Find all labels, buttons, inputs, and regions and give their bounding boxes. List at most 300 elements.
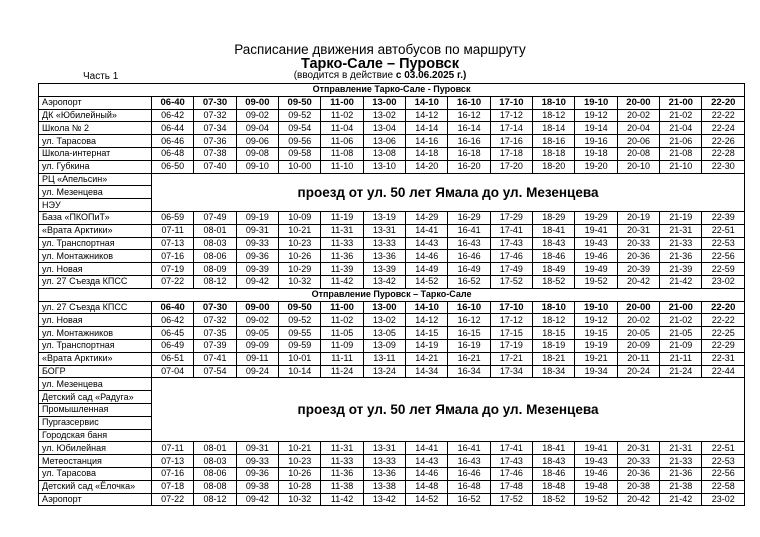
departure-time-cell: 13-05 — [363, 327, 405, 340]
departure-time-cell: 18-52 — [533, 493, 575, 506]
departure-time-cell: 19-10 — [575, 301, 617, 314]
departure-time-cell: 18-12 — [533, 109, 575, 122]
departure-time-cell: 11-04 — [321, 122, 363, 135]
departure-time-cell: 18-46 — [533, 467, 575, 480]
departure-time-cell: 14-19 — [406, 339, 448, 352]
table-row — [39, 96, 745, 109]
departure-time-cell: 19-10 — [575, 96, 617, 109]
direction-header-row — [39, 288, 745, 301]
departure-time-cell: 18-48 — [533, 480, 575, 493]
departure-time-cell: 14-12 — [406, 109, 448, 122]
departure-time-cell: 11-39 — [321, 263, 363, 276]
departure-time-cell: 19-14 — [575, 122, 617, 135]
departure-time-cell: 09-55 — [279, 327, 321, 340]
departure-time-cell: 11-33 — [321, 237, 363, 250]
departure-time-cell: 09-00 — [236, 301, 278, 314]
departure-time-cell: 08-03 — [194, 455, 236, 468]
departure-time-cell: 09-36 — [236, 250, 278, 263]
departure-time-cell: 17-20 — [490, 160, 532, 173]
departure-time-cell: 13-02 — [363, 314, 405, 327]
departure-time-cell: 20-10 — [617, 160, 659, 173]
stop-name-cell: ул. Транспортная — [39, 237, 152, 250]
departure-time-cell: 16-20 — [448, 160, 490, 173]
departure-time-cell: 07-40 — [194, 160, 236, 173]
departure-time-cell: 20-19 — [617, 211, 659, 224]
departure-time-cell: 09-33 — [236, 237, 278, 250]
departure-time-cell: 21-00 — [660, 96, 702, 109]
stop-name-cell: ул. Юбилейная — [39, 442, 152, 455]
table-row — [39, 480, 745, 493]
departure-time-cell: 07-22 — [152, 275, 194, 288]
stop-name-cell: НЭУ — [39, 199, 152, 212]
departure-time-cell: 21-02 — [660, 314, 702, 327]
departure-time-cell: 18-12 — [533, 314, 575, 327]
stop-name-cell: ул. Мезенцева — [39, 186, 152, 199]
departure-time-cell: 19-12 — [575, 109, 617, 122]
departure-time-cell: 16-14 — [448, 122, 490, 135]
departure-time-cell: 16-48 — [448, 480, 490, 493]
departure-time-cell: 18-46 — [533, 250, 575, 263]
departure-time-cell: 17-49 — [490, 263, 532, 276]
departure-time-cell: 13-11 — [363, 352, 405, 365]
departure-time-cell: 08-12 — [194, 275, 236, 288]
departure-time-cell: 11-42 — [321, 275, 363, 288]
table-row — [39, 160, 745, 173]
departure-time-cell: 16-21 — [448, 352, 490, 365]
stop-name-cell: Школа № 2 — [39, 122, 152, 135]
stop-name-cell: ул. Тарасова — [39, 467, 152, 480]
departure-time-cell: 14-41 — [406, 224, 448, 237]
stop-name-cell: «Врата Арктики» — [39, 352, 152, 365]
departure-time-cell: 06-50 — [152, 160, 194, 173]
departure-time-cell: 20-31 — [617, 224, 659, 237]
departure-time-cell: 16-41 — [448, 442, 490, 455]
departure-time-cell: 10-26 — [279, 467, 321, 480]
departure-time-cell: 17-46 — [490, 467, 532, 480]
departure-time-cell: 14-52 — [406, 493, 448, 506]
departure-time-cell: 09-00 — [236, 96, 278, 109]
departure-time-cell: 07-49 — [194, 211, 236, 224]
direction-title: Отправление Пуровск – Тарко-Сале — [39, 288, 745, 301]
departure-time-cell: 06-44 — [152, 122, 194, 135]
table-row — [39, 263, 745, 276]
departure-time-cell: 18-41 — [533, 442, 575, 455]
departure-time-cell: 21-36 — [660, 250, 702, 263]
departure-time-cell: 16-18 — [448, 147, 490, 160]
departure-time-cell: 18-43 — [533, 455, 575, 468]
departure-time-cell: 11-19 — [321, 211, 363, 224]
departure-time-cell: 16-41 — [448, 224, 490, 237]
departure-time-cell: 09-33 — [236, 455, 278, 468]
departure-time-cell: 22-29 — [702, 339, 745, 352]
departure-time-cell: 13-19 — [363, 211, 405, 224]
departure-time-cell: 17-19 — [490, 339, 532, 352]
departure-time-cell: 21-42 — [660, 275, 702, 288]
stop-name-cell: ул. 27 Съезда КПСС — [39, 275, 152, 288]
departure-time-cell: 08-09 — [194, 263, 236, 276]
departure-time-cell: 22-53 — [702, 455, 745, 468]
departure-time-cell: 11-36 — [321, 467, 363, 480]
departure-time-cell: 11-38 — [321, 480, 363, 493]
stop-name-cell: ул. Монтажников — [39, 327, 152, 340]
departure-time-cell: 19-48 — [575, 480, 617, 493]
departure-time-cell: 10-29 — [279, 263, 321, 276]
departure-time-cell: 21-31 — [660, 442, 702, 455]
departure-time-cell: 08-06 — [194, 250, 236, 263]
departure-time-cell: 09-36 — [236, 467, 278, 480]
stop-name-cell: ул. Монтажников — [39, 250, 152, 263]
departure-time-cell: 22-56 — [702, 467, 745, 480]
departure-time-cell: 16-49 — [448, 263, 490, 276]
bypass-row — [39, 378, 745, 391]
departure-time-cell: 21-10 — [660, 160, 702, 173]
departure-time-cell: 19-52 — [575, 493, 617, 506]
departure-time-cell: 13-24 — [363, 365, 405, 378]
departure-time-cell: 20-02 — [617, 109, 659, 122]
departure-time-cell: 22-24 — [702, 122, 745, 135]
departure-time-cell: 08-06 — [194, 467, 236, 480]
bypass-row — [39, 173, 745, 186]
departure-time-cell: 16-52 — [448, 275, 490, 288]
departure-time-cell: 11-00 — [321, 96, 363, 109]
departure-time-cell: 18-21 — [533, 352, 575, 365]
departure-time-cell: 09-56 — [279, 135, 321, 148]
departure-time-cell: 10-28 — [279, 480, 321, 493]
departure-time-cell: 16-43 — [448, 237, 490, 250]
departure-time-cell: 18-29 — [533, 211, 575, 224]
departure-time-cell: 18-16 — [533, 135, 575, 148]
departure-time-cell: 09-10 — [236, 160, 278, 173]
departure-time-cell: 09-42 — [236, 275, 278, 288]
departure-time-cell: 14-52 — [406, 275, 448, 288]
table-row — [39, 250, 745, 263]
departure-time-cell: 17-43 — [490, 237, 532, 250]
departure-time-cell: 18-43 — [533, 237, 575, 250]
departure-time-cell: 22-22 — [702, 314, 745, 327]
departure-time-cell: 09-50 — [279, 96, 321, 109]
departure-time-cell: 06-40 — [152, 96, 194, 109]
departure-time-cell: 20-36 — [617, 467, 659, 480]
stop-name-cell: Детский сад «Ёлочка» — [39, 480, 152, 493]
departure-time-cell: 22-28 — [702, 147, 745, 160]
departure-time-cell: 22-22 — [702, 109, 745, 122]
departure-time-cell: 14-49 — [406, 263, 448, 276]
departure-time-cell: 07-54 — [194, 365, 236, 378]
departure-time-cell: 22-26 — [702, 135, 745, 148]
departure-time-cell: 20-39 — [617, 263, 659, 276]
departure-time-cell: 18-34 — [533, 365, 575, 378]
stop-name-cell: ул. Губкина — [39, 160, 152, 173]
departure-time-cell: 22-59 — [702, 263, 745, 276]
departure-time-cell: 08-08 — [194, 480, 236, 493]
departure-time-cell: 10-23 — [279, 455, 321, 468]
departure-time-cell: 13-10 — [363, 160, 405, 173]
departure-time-cell: 09-52 — [279, 314, 321, 327]
stop-name-cell: ул. Транспортная — [39, 339, 152, 352]
departure-time-cell: 10-26 — [279, 250, 321, 263]
departure-time-cell: 17-12 — [490, 109, 532, 122]
departure-time-cell: 07-30 — [194, 96, 236, 109]
table-row — [39, 237, 745, 250]
departure-time-cell: 17-18 — [490, 147, 532, 160]
departure-time-cell: 06-45 — [152, 327, 194, 340]
departure-time-cell: 22-58 — [702, 480, 745, 493]
departure-time-cell: 21-19 — [660, 211, 702, 224]
departure-time-cell: 17-41 — [490, 442, 532, 455]
departure-time-cell: 20-42 — [617, 493, 659, 506]
departure-time-cell: 20-00 — [617, 96, 659, 109]
stop-name-cell: Аэропорт — [39, 493, 152, 506]
departure-time-cell: 08-12 — [194, 493, 236, 506]
table-row — [39, 122, 745, 135]
departure-time-cell: 06-51 — [152, 352, 194, 365]
departure-time-cell: 07-04 — [152, 365, 194, 378]
departure-time-cell: 09-02 — [236, 109, 278, 122]
table-row — [39, 314, 745, 327]
table-row — [39, 365, 745, 378]
table-row — [39, 493, 745, 506]
departure-time-cell: 13-36 — [363, 250, 405, 263]
departure-time-cell: 18-18 — [533, 147, 575, 160]
departure-time-cell: 06-49 — [152, 339, 194, 352]
stop-name-cell: База «ПКОПиТ» — [39, 211, 152, 224]
departure-time-cell: 13-00 — [363, 96, 405, 109]
table-row — [39, 327, 745, 340]
departure-time-cell: 13-00 — [363, 301, 405, 314]
departure-time-cell: 09-11 — [236, 352, 278, 365]
departure-time-cell: 07-16 — [152, 467, 194, 480]
departure-time-cell: 11-42 — [321, 493, 363, 506]
departure-time-cell: 07-39 — [194, 339, 236, 352]
departure-time-cell: 16-16 — [448, 135, 490, 148]
stop-name-cell: ул. Новая — [39, 263, 152, 276]
table-row — [39, 147, 745, 160]
departure-time-cell: 09-52 — [279, 109, 321, 122]
departure-time-cell: 09-42 — [236, 493, 278, 506]
departure-time-cell: 07-32 — [194, 314, 236, 327]
departure-time-cell: 21-39 — [660, 263, 702, 276]
departure-time-cell: 13-02 — [363, 109, 405, 122]
departure-time-cell: 20-05 — [617, 327, 659, 340]
departure-time-cell: 20-42 — [617, 275, 659, 288]
departure-time-cell: 17-29 — [490, 211, 532, 224]
departure-time-cell: 17-46 — [490, 250, 532, 263]
departure-time-cell: 06-40 — [152, 301, 194, 314]
departure-time-cell: 21-38 — [660, 480, 702, 493]
departure-time-cell: 09-19 — [236, 211, 278, 224]
departure-time-cell: 21-06 — [660, 135, 702, 148]
departure-time-cell: 14-10 — [406, 301, 448, 314]
departure-time-cell: 22-51 — [702, 442, 745, 455]
departure-time-cell: 22-31 — [702, 352, 745, 365]
table-row — [39, 301, 745, 314]
table-row — [39, 455, 745, 468]
departure-time-cell: 13-04 — [363, 122, 405, 135]
departure-time-cell: 21-00 — [660, 301, 702, 314]
departure-time-cell: 21-05 — [660, 327, 702, 340]
departure-time-cell: 22-56 — [702, 250, 745, 263]
departure-time-cell: 19-16 — [575, 135, 617, 148]
departure-time-cell: 11-05 — [321, 327, 363, 340]
departure-time-cell: 11-31 — [321, 442, 363, 455]
departure-time-cell: 11-11 — [321, 352, 363, 365]
departure-time-cell: 13-39 — [363, 263, 405, 276]
departure-time-cell: 17-34 — [490, 365, 532, 378]
departure-time-cell: 18-10 — [533, 96, 575, 109]
validity-prefix: (вводится в действие — [293, 70, 396, 81]
departure-time-cell: 11-00 — [321, 301, 363, 314]
departure-time-cell: 20-24 — [617, 365, 659, 378]
departure-time-cell: 09-02 — [236, 314, 278, 327]
departure-time-cell: 18-41 — [533, 224, 575, 237]
departure-time-cell: 16-46 — [448, 250, 490, 263]
departure-time-cell: 16-12 — [448, 314, 490, 327]
departure-time-cell: 07-32 — [194, 109, 236, 122]
departure-time-cell: 18-10 — [533, 301, 575, 314]
route-name: Тарко-Сале – Пуровск — [301, 56, 459, 72]
departure-time-cell: 17-52 — [490, 275, 532, 288]
departure-time-cell: 14-46 — [406, 467, 448, 480]
departure-time-cell: 11-31 — [321, 224, 363, 237]
departure-time-cell: 19-29 — [575, 211, 617, 224]
departure-time-cell: 11-36 — [321, 250, 363, 263]
departure-time-cell: 19-46 — [575, 250, 617, 263]
departure-time-cell: 07-34 — [194, 122, 236, 135]
departure-time-cell: 17-41 — [490, 224, 532, 237]
departure-time-cell: 16-52 — [448, 493, 490, 506]
departure-time-cell: 14-16 — [406, 135, 448, 148]
departure-time-cell: 23-02 — [702, 275, 745, 288]
departure-time-cell: 21-24 — [660, 365, 702, 378]
departure-time-cell: 19-43 — [575, 455, 617, 468]
departure-time-cell: 11-10 — [321, 160, 363, 173]
stop-name-cell: ДК «Юбилейный» — [39, 109, 152, 122]
departure-time-cell: 14-18 — [406, 147, 448, 160]
departure-time-cell: 10-01 — [279, 352, 321, 365]
departure-time-cell: 14-48 — [406, 480, 448, 493]
departure-time-cell: 21-36 — [660, 467, 702, 480]
departure-time-cell: 16-10 — [448, 96, 490, 109]
departure-time-cell: 10-00 — [279, 160, 321, 173]
departure-time-cell: 07-11 — [152, 442, 194, 455]
departure-time-cell: 14-41 — [406, 442, 448, 455]
departure-time-cell: 14-12 — [406, 314, 448, 327]
departure-time-cell: 10-32 — [279, 275, 321, 288]
departure-time-cell: 22-44 — [702, 365, 745, 378]
departure-time-cell: 19-15 — [575, 327, 617, 340]
departure-time-cell: 09-59 — [279, 339, 321, 352]
departure-time-cell: 21-08 — [660, 147, 702, 160]
departure-time-cell: 16-43 — [448, 455, 490, 468]
departure-time-cell: 17-16 — [490, 135, 532, 148]
departure-time-cell: 07-35 — [194, 327, 236, 340]
departure-time-cell: 10-21 — [279, 224, 321, 237]
stop-name-cell: Школа-интернат — [39, 147, 152, 160]
departure-time-cell: 20-33 — [617, 455, 659, 468]
departure-time-cell: 09-24 — [236, 365, 278, 378]
stop-name-cell: Детский сад «Радуга» — [39, 391, 152, 404]
part-label: Часть 1 — [83, 71, 119, 82]
departure-time-cell: 19-49 — [575, 263, 617, 276]
departure-time-cell: 22-20 — [702, 96, 745, 109]
departure-time-cell: 23-02 — [702, 493, 745, 506]
departure-time-cell: 17-10 — [490, 96, 532, 109]
departure-time-cell: 22-53 — [702, 237, 745, 250]
departure-time-cell: 21-31 — [660, 224, 702, 237]
table-row — [39, 275, 745, 288]
departure-time-cell: 18-14 — [533, 122, 575, 135]
stop-name-cell: Аэропорт — [39, 96, 152, 109]
departure-time-cell: 13-33 — [363, 237, 405, 250]
departure-time-cell: 07-30 — [194, 301, 236, 314]
departure-time-cell: 07-41 — [194, 352, 236, 365]
departure-time-cell: 19-19 — [575, 339, 617, 352]
departure-time-cell: 09-50 — [279, 301, 321, 314]
departure-time-cell: 10-23 — [279, 237, 321, 250]
departure-time-cell: 16-15 — [448, 327, 490, 340]
departure-time-cell: 22-51 — [702, 224, 745, 237]
departure-time-cell: 20-33 — [617, 237, 659, 250]
stop-name-cell: ул. Мезенцева — [39, 378, 152, 391]
departure-time-cell: 20-04 — [617, 122, 659, 135]
departure-time-cell: 14-20 — [406, 160, 448, 173]
departure-time-cell: 22-20 — [702, 301, 745, 314]
departure-time-cell: 18-49 — [533, 263, 575, 276]
departure-time-cell: 09-39 — [236, 263, 278, 276]
bypass-note: проезд от ул. 50 лет Ямала до ул. Мезенцева — [152, 378, 745, 442]
departure-time-cell: 13-09 — [363, 339, 405, 352]
table-row — [39, 109, 745, 122]
departure-time-cell: 09-58 — [279, 147, 321, 160]
departure-time-cell: 07-19 — [152, 263, 194, 276]
departure-time-cell: 14-46 — [406, 250, 448, 263]
departure-time-cell: 11-08 — [321, 147, 363, 160]
departure-time-cell: 21-02 — [660, 109, 702, 122]
departure-time-cell: 22-39 — [702, 211, 745, 224]
departure-time-cell: 21-33 — [660, 455, 702, 468]
departure-time-cell: 07-22 — [152, 493, 194, 506]
departure-time-cell: 06-59 — [152, 211, 194, 224]
departure-time-cell: 14-29 — [406, 211, 448, 224]
departure-time-cell: 16-12 — [448, 109, 490, 122]
departure-time-cell: 16-19 — [448, 339, 490, 352]
departure-time-cell: 13-33 — [363, 455, 405, 468]
stop-name-cell: РЦ «Апельсин» — [39, 173, 152, 186]
schedule-table — [38, 83, 745, 506]
stop-name-cell: Городская баня — [39, 429, 152, 442]
departure-time-cell: 18-52 — [533, 275, 575, 288]
departure-time-cell: 14-21 — [406, 352, 448, 365]
table-row — [39, 211, 745, 224]
stop-name-cell: Метеостанция — [39, 455, 152, 468]
stop-name-cell: ул. Тарасова — [39, 135, 152, 148]
departure-time-cell: 13-31 — [363, 224, 405, 237]
departure-time-cell: 10-32 — [279, 493, 321, 506]
departure-time-cell: 20-36 — [617, 250, 659, 263]
departure-time-cell: 14-14 — [406, 122, 448, 135]
departure-time-cell: 16-29 — [448, 211, 490, 224]
departure-time-cell: 10-09 — [279, 211, 321, 224]
table-row — [39, 467, 745, 480]
departure-time-cell: 09-04 — [236, 122, 278, 135]
departure-time-cell: 07-18 — [152, 480, 194, 493]
departure-time-cell: 17-14 — [490, 122, 532, 135]
departure-time-cell: 19-21 — [575, 352, 617, 365]
departure-time-cell: 11-06 — [321, 135, 363, 148]
departure-time-cell: 18-19 — [533, 339, 575, 352]
departure-time-cell: 14-43 — [406, 455, 448, 468]
departure-time-cell: 06-48 — [152, 147, 194, 160]
